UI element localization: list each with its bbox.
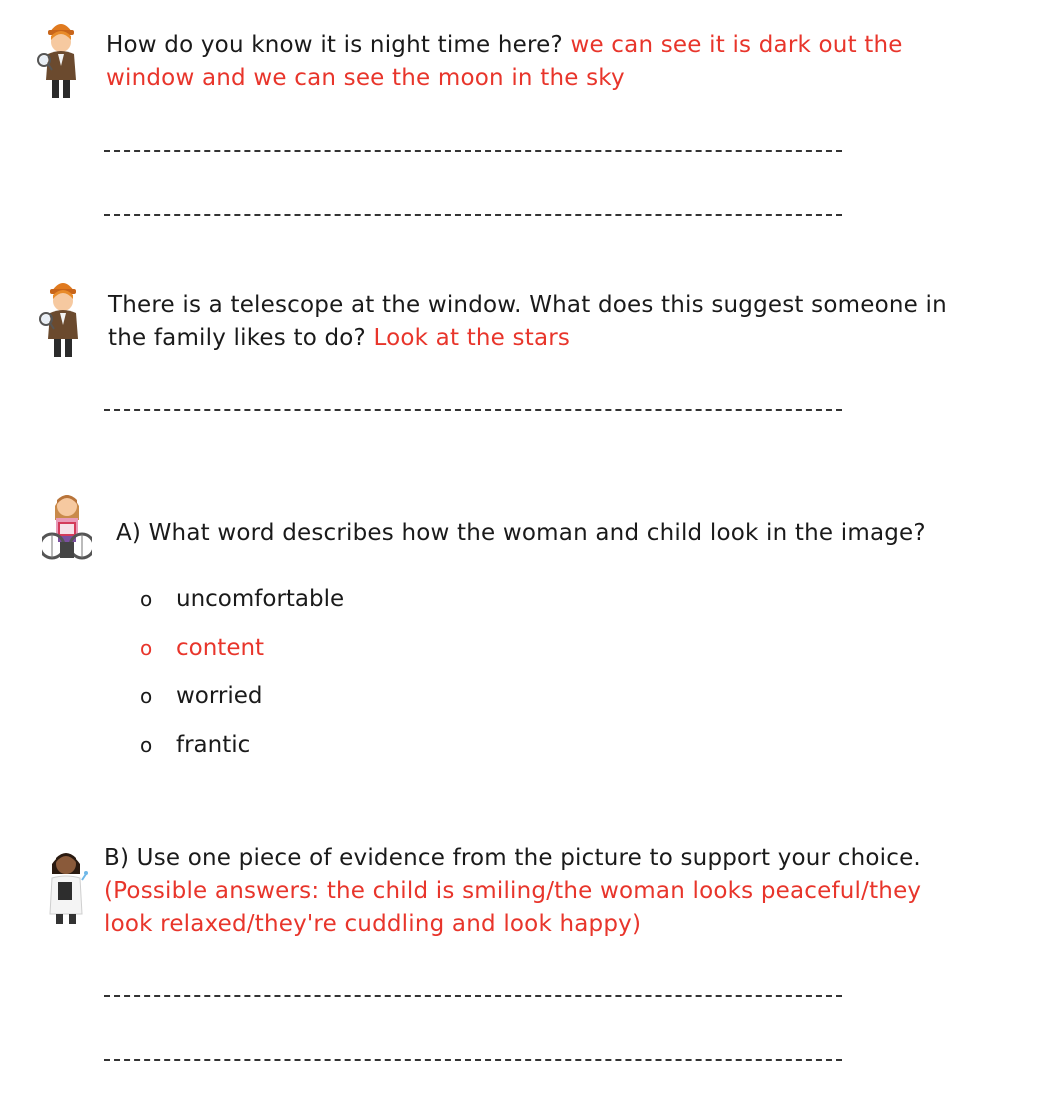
- answer-line[interactable]: [104, 1059, 842, 1061]
- option-bullet: o: [140, 733, 153, 757]
- option-bullet: o: [140, 587, 153, 611]
- option-label: uncomfortable: [176, 586, 345, 612]
- option-bullet: o: [140, 636, 153, 660]
- option-label: worried: [176, 683, 263, 709]
- question-4-text: B) Use one piece of evidence from the picture to support your choice.: [104, 845, 921, 871]
- question-3-text: A) What word describes how the woman and child look in the image?: [116, 520, 926, 546]
- question-2-text: There is a telescope at the window. What does this suggest someone in the family likes to do?: [108, 292, 947, 351]
- option-frantic[interactable]: [140, 730, 250, 760]
- answer-line[interactable]: [104, 150, 842, 152]
- question-1-text: How do you know it is night time here?: [106, 32, 563, 58]
- question-2-answer: Look at the stars: [373, 325, 571, 351]
- scientist-icon: [44, 844, 88, 928]
- option-uncomfortable[interactable]: [140, 584, 344, 614]
- detective-icon: [36, 14, 86, 102]
- option-label: content: [176, 635, 265, 661]
- option-worried[interactable]: [140, 681, 263, 711]
- question-4-answer: (Possible answers: the child is smiling/the woman looks peaceful/they look relaxed/they're cuddling and look happy): [104, 878, 922, 937]
- answer-line[interactable]: [104, 409, 842, 411]
- option-content[interactable]: [140, 633, 264, 663]
- option-bullet: o: [140, 684, 153, 708]
- reader-in-wheelchair-icon: [42, 484, 92, 564]
- question-1-answer: we can see it is dark out the window and we can see the moon in the sky: [106, 32, 903, 91]
- answer-line[interactable]: [104, 214, 842, 216]
- option-label: frantic: [176, 732, 251, 758]
- detective-icon: [38, 273, 88, 361]
- answer-line[interactable]: [104, 995, 842, 997]
